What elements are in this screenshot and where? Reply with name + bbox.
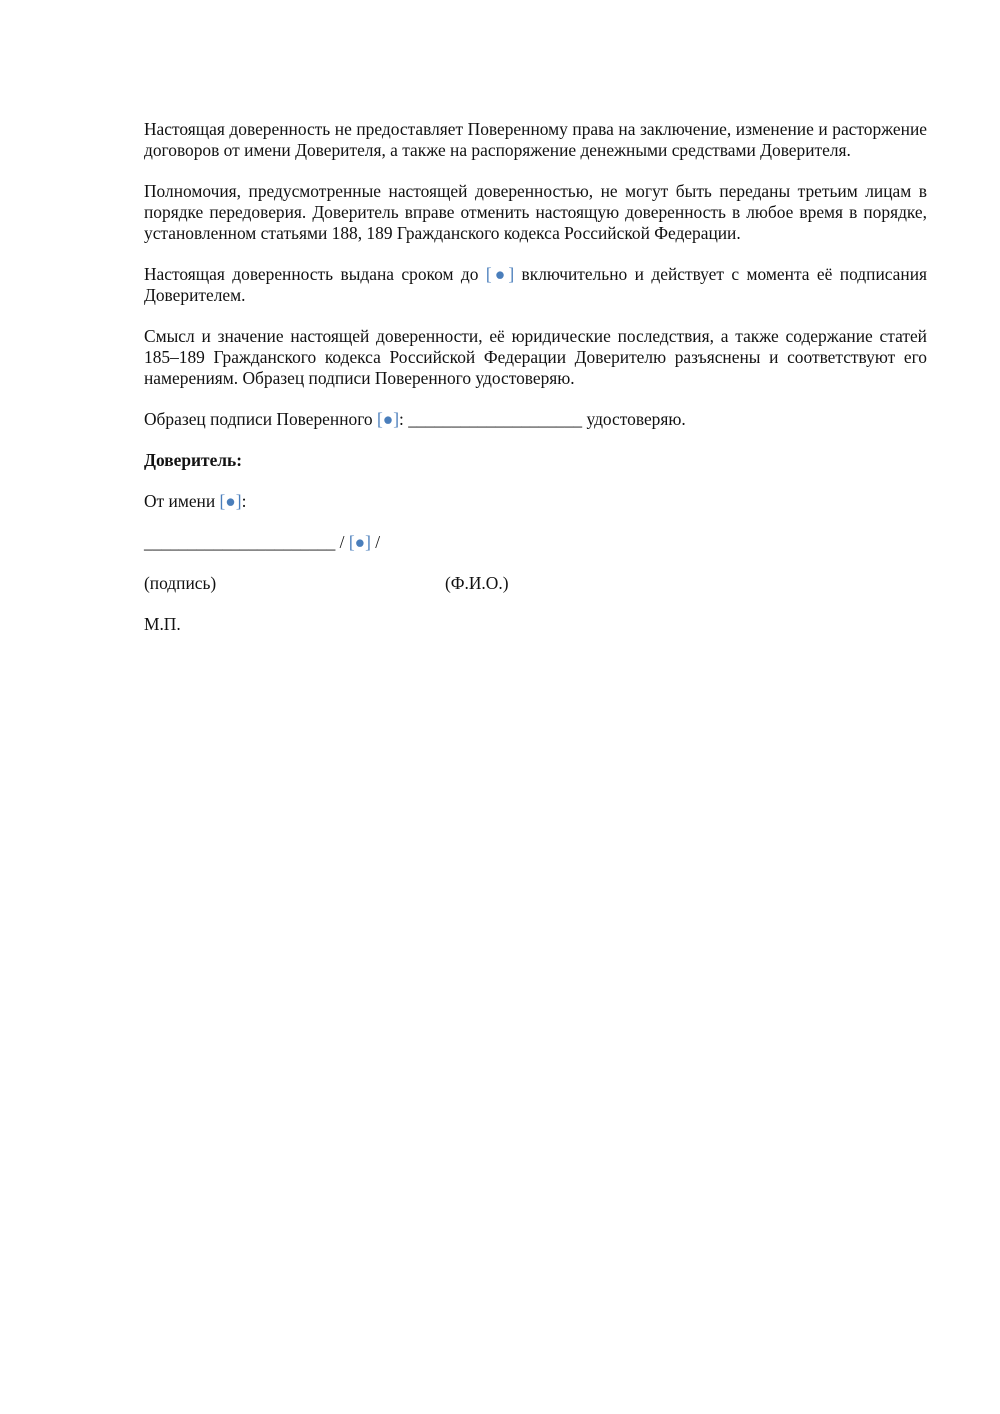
paragraph-no-contract-rights: Настоящая доверенность не предоставляет Поверенному права на заключение, изменение и расторжение договоров от имени Доверителя, а также на распоряжение денежными средствами Доверителя. — [144, 119, 927, 160]
paragraph-term — [144, 264, 927, 306]
signature-underline: ______________________ / — [144, 532, 349, 552]
on-behalf-line — [144, 491, 927, 512]
on-behalf-before: От имени — [144, 491, 220, 511]
sample-signature-after: : ____________________ удостоверяю. — [399, 409, 686, 429]
principal-heading: Доверитель: — [144, 450, 243, 470]
sample-signature-line — [144, 409, 927, 430]
paragraph-no-delegation: Полномочия, предусмотренные настоящей доверенностью, не могут быть переданы третьим лицам в порядке передоверия. Доверитель вправе отменить настоящую доверенность в любое время в порядке, установленном статьями 188, 189 Гражданского кодекса Российской Федерации. — [144, 181, 927, 243]
term-text-after: включительно и действует с момента её подписания Доверителем. — [144, 264, 928, 305]
on-behalf-after: : — [241, 491, 247, 511]
seal-mark: М.П. — [144, 614, 181, 634]
attorney-placeholder: [●] — [376, 409, 400, 429]
sample-signature-before: Образец подписи Поверенного — [144, 409, 377, 429]
signatory-name-placeholder: [●] — [348, 532, 371, 552]
principal-placeholder: [●] — [219, 491, 242, 511]
signature-line — [144, 532, 927, 553]
paragraph-meaning: Смысл и значение настоящей доверенности, её юридические последствия, а также содержание статей 185–189 Гражданского кодекса Российской Федерации Доверителю разъяснены и соответствуют его намерениям. Образец подписи Поверенного удостоверяю. — [144, 326, 927, 388]
term-placeholder: [●] — [485, 264, 515, 284]
signature-labels — [144, 573, 927, 594]
term-text-before: Настоящая доверенность выдана сроком до — [144, 264, 486, 284]
full-name-label: (Ф.И.О.) — [445, 573, 509, 593]
signature-line-after: / — [370, 532, 381, 552]
signature-label: (подпись) — [144, 573, 217, 593]
document-page — [144, 119, 927, 655]
